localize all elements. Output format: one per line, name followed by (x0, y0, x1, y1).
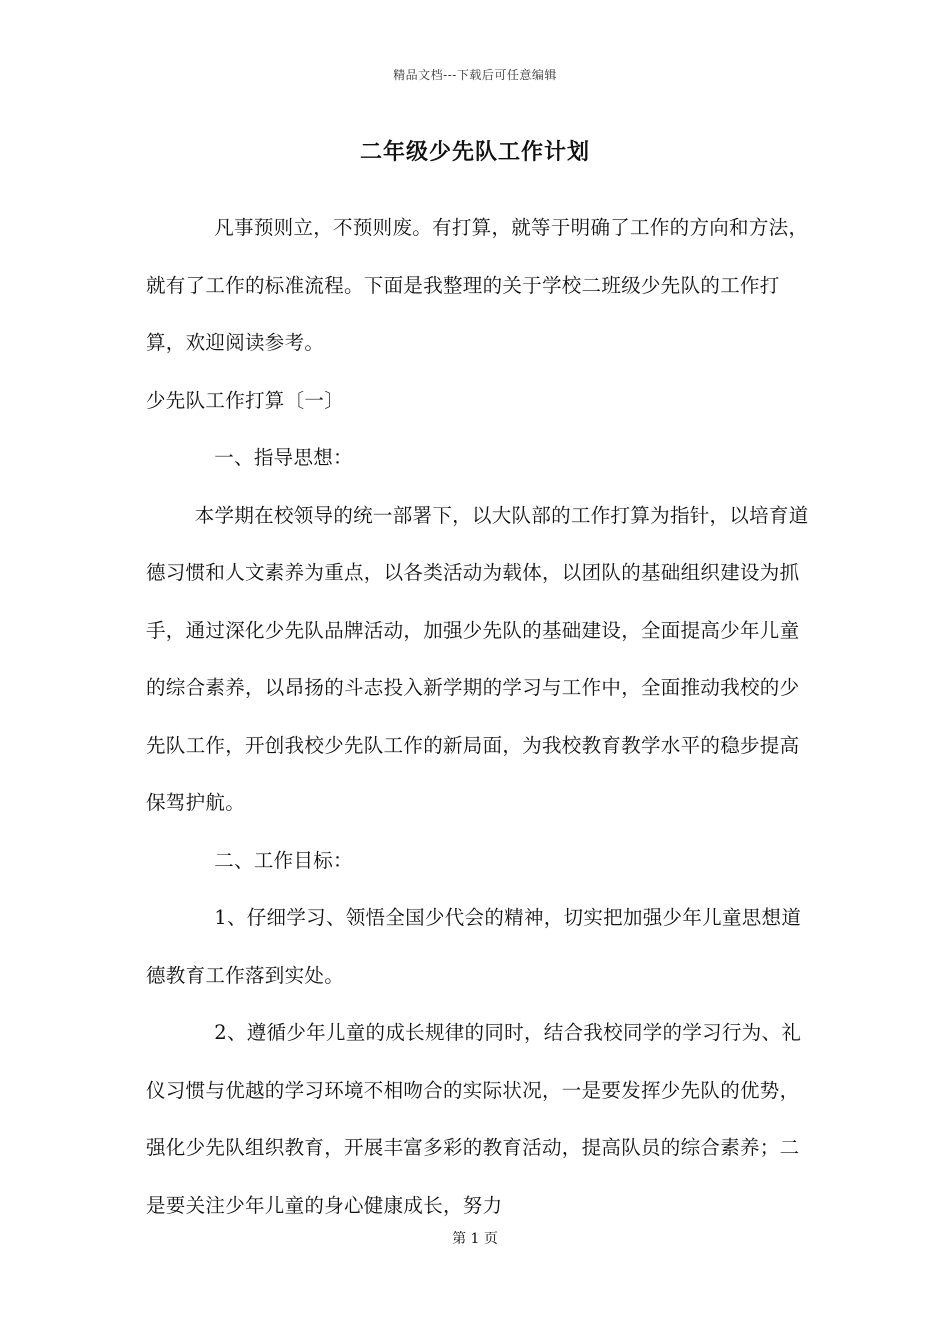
intro-paragraph: 凡事预则立，不预则废。有打算，就等于明确了工作的方向和方法，就有了工作的标准流程。下面是我整理的关于学校二班级少先队的工作打算，欢迎阅读参考。 (146, 216, 809, 354)
goal-item-2: 2、遵循少年儿童的成长规律的同时，结合我校同学的学习行为、礼仪习惯与优越的学习环境不相吻合的实际状况，一是要发挥少先队的优势，强化少先队组织教育，开展丰富多彩的教育活动，提高队员的综合素养；二是要关注少年儿童的身心健康成长，努力 (146, 1021, 802, 1217)
subheading-work-goals: 二、工作目标： (214, 848, 353, 872)
page-number: 第 1 页 (452, 1231, 498, 1247)
goal-item-1: 1、仔细学习、领悟全国少代会的精神，切实把加强少年儿童思想道德教育工作落到实处。 (146, 906, 802, 987)
page-header: 精品文档---下载后可任意编辑 (393, 68, 557, 82)
guiding-idea-paragraph: 本学期在校领导的统一部署下，以大队部的工作打算为指针，以培育道德习惯和人文素养为重点，以各类活动为载体，以团队的基础组织建设为抓手，通过深化少先队品牌活动，加强少先队的基础建设，全面提高少年儿童的综合素养，以昂扬的斗志投入新学期的学习与工作中，全面推动我校的少先队工作，开创我校少先队工作的新局面，为我校教育教学水平的稳步提高保驾护航。 (146, 503, 809, 814)
document-body (146, 199, 818, 1234)
document-title: 二年级少先队工作计划 (359, 139, 590, 165)
section-heading-plan-1: 少先队工作打算〔一〕 (146, 388, 345, 412)
subheading-guiding-idea: 一、指导思想： (214, 446, 353, 469)
